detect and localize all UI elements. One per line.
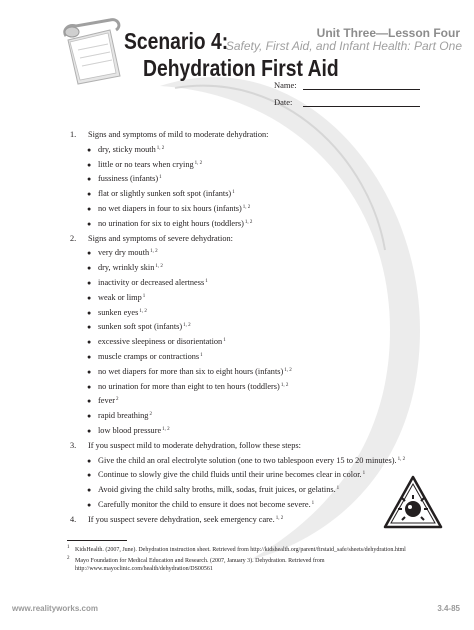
bullet: ● (87, 249, 92, 258)
bullet: ● (87, 426, 92, 435)
list-item: ● inactivity or decreased alertness$^1$ (70, 276, 450, 291)
list-item: ● very dry mouth$^{1, 2}$ (70, 246, 450, 261)
caution-triangle-icon (383, 475, 443, 529)
list-item: ● dry, wrinkly skin$^{1, 2}$ (70, 261, 450, 276)
question-list (70, 128, 450, 528)
footnotes (67, 546, 447, 576)
question-text: Signs and symptoms of mild to moderate dehydration: (88, 130, 269, 139)
question-number: 1. (70, 130, 77, 139)
bullet: ● (87, 308, 92, 317)
question-3 (70, 439, 450, 454)
bullet: ● (87, 204, 92, 213)
bullet: ● (87, 278, 92, 287)
bullet: ● (87, 264, 92, 273)
notepad-icon (58, 18, 128, 88)
list-item: ● sunken eyes$^{1, 2}$ (70, 306, 450, 321)
list-item: ● sunken soft spot (infants)$^{1, 2}$ (70, 320, 450, 335)
question-text: Signs and symptoms of severe dehydration: (88, 233, 233, 243)
bullet: ● (87, 338, 92, 347)
list-item: ● no urination for more than eight to ten hours (toddlers)$^{1, 2}$ (70, 380, 450, 395)
page-title-line1: Scenario 4: (124, 28, 229, 54)
bullet: ● (87, 486, 92, 495)
footnote: 1 KidsHealth. (2007, June). Dehydration instruction sheet. Retrieved from http://kidshealth.org/parent/firstaid_safe/sheets/dehydration.html (67, 545, 406, 553)
bullet: ● (87, 145, 92, 154)
bullet: ● (87, 471, 92, 480)
question-number: 3. (70, 440, 77, 450)
list-item: ● fussiness (infants)$^1$ (70, 172, 450, 187)
list-item: ● low blood pressure$^{1, 2}$ (70, 424, 450, 439)
list-item: ● no wet diapers for more than six to eight hours (infants)$^{1, 2}$ (70, 365, 450, 380)
list-item: ● no wet diapers in four to six hours (infants)$^{1, 2}$ (70, 202, 450, 217)
bullet: ● (87, 175, 92, 184)
bullet: ● (87, 367, 92, 376)
list-item: ● muscle cramps or contractions$^1$ (70, 350, 450, 365)
list-item: ● Avoid giving the child salty broths, milk, sodas, fruit juices, or gelatins.$^1$ (70, 483, 450, 498)
question-1 (70, 128, 450, 143)
list-item: ● no urination for six to eight hours (toddlers)$^{1, 2}$ (70, 217, 450, 232)
page-number: 3.4-85 (437, 604, 460, 613)
footnote-divider (67, 540, 127, 541)
bullet: ● (87, 293, 92, 302)
date-field[interactable] (303, 106, 420, 107)
name-field[interactable] (303, 89, 420, 90)
bullet: ● (87, 323, 92, 332)
bullet: ● (87, 160, 92, 169)
bullet: ● (87, 397, 92, 406)
list-item: ● Continue to slowly give the child fluids until their urine becomes clear in color.$^1$ (70, 468, 450, 483)
question-2 (70, 232, 450, 247)
footnote: 2 Mayo Foundation for Medical Education and Research. (2007, January 3). Dehydration. Retrieved from http://www.mayoclinic.com/health/dehydration/DS00561 (67, 556, 325, 572)
name-label: Name: (274, 80, 297, 90)
list-item: ● Carefully monitor the child to ensure it does not become severe.$^1$ (70, 498, 450, 513)
bullet: ● (87, 219, 92, 228)
bullet: ● (87, 500, 92, 509)
bullet: ● (87, 412, 92, 421)
question-number: 4. (70, 514, 77, 524)
page-title-line2: Dehydration First Aid (143, 55, 339, 81)
bullet: ● (87, 382, 92, 391)
unit-heading: Unit Three—Lesson Four (316, 26, 460, 40)
list-item: ● flat or slightly sunken soft spot (infants)$^1$ (70, 187, 450, 202)
question-number: 2. (70, 233, 77, 243)
question-text: If you suspect severe dehydration, seek emergency care. (88, 514, 275, 524)
footer-website-link[interactable]: www.realityworks.com (12, 604, 98, 613)
list-item: ● rapid breathing$^2$ (70, 409, 450, 424)
unit-subtitle: Safety, First Aid, and Infant Health: Part One (225, 39, 462, 53)
date-label: Date: (274, 97, 293, 107)
question-4: 4. If you suspect severe dehydration, seek emergency care.$^{1, 2}$ (70, 513, 450, 528)
bullet: ● (87, 456, 92, 465)
list-item: ● dry, sticky mouth$^{1, 2}$ (70, 143, 450, 158)
list-item: ● fever$^2$ (70, 394, 450, 409)
bullet: ● (87, 352, 92, 361)
list-item: ● Give the child an oral electrolyte solution (one to two tablespoon every 15 to 20 minutes).$^{1, 2}$ (70, 454, 450, 469)
list-item: ● excessive sleepiness or disorientation$^1$ (70, 335, 450, 350)
question-text: If you suspect mild to moderate dehydration, follow these steps: (88, 440, 301, 450)
bullet: ● (87, 190, 92, 199)
list-item: ● weak or limp$^1$ (70, 291, 450, 306)
list-item: ● little or no tears when crying$^{1, 2}$ (70, 158, 450, 173)
